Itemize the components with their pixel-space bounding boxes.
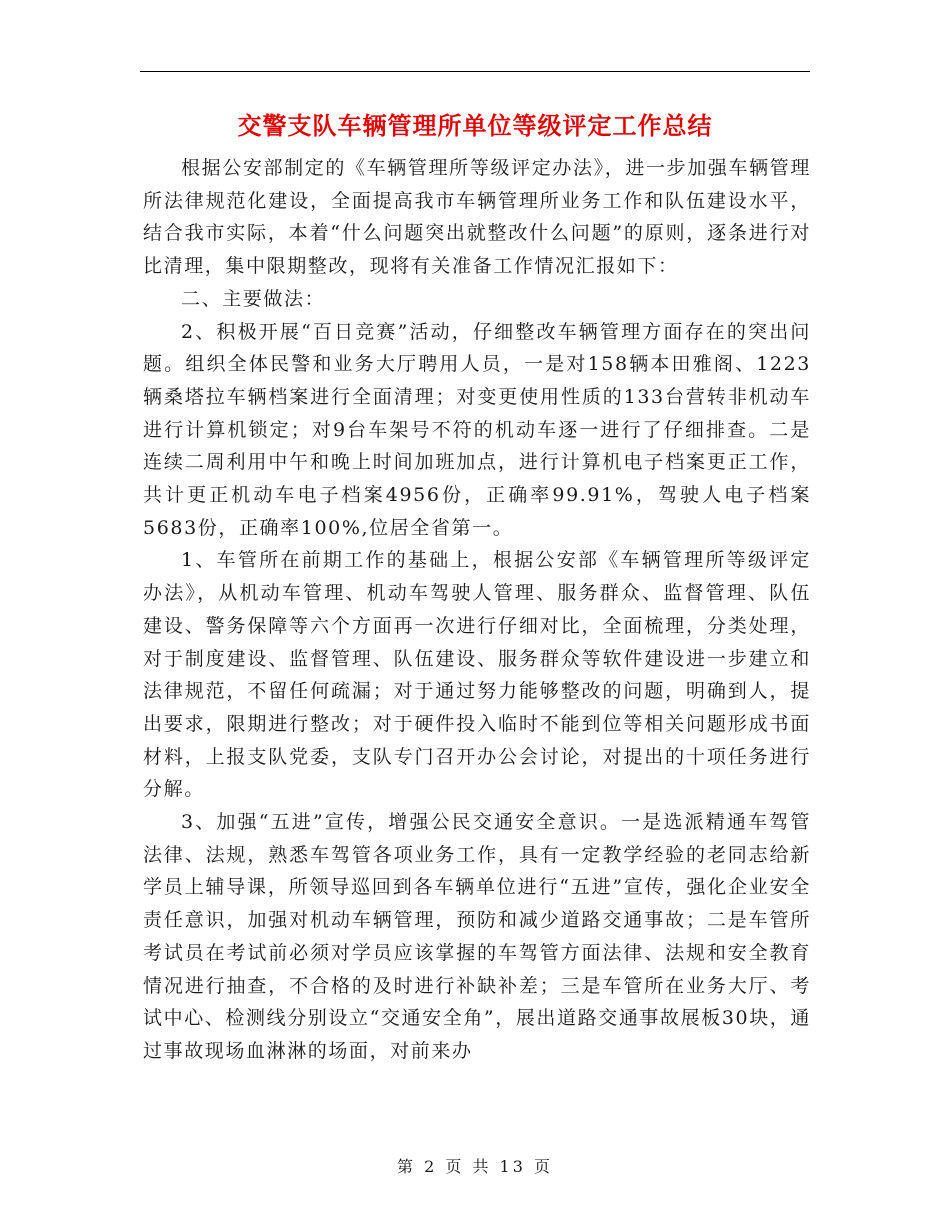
paragraph-intro: 根据公安部制定的《车辆管理所等级评定办法》，进一步加强车辆管理所法律规范化建设，全面提高我市车辆管理所业务工作和队伍建设水平，结合我市实际，本着“什么问题突出就整改什么问题”的原则，逐条进行对比清理，集中限期整改，现将有关准备工作情况汇报如下： [143, 157, 811, 278]
paragraph-item-3: 3、加强“五进”宣传，增强公民交通安全意识。一是选派精通车驾管法律、法规，熟悉车驾管各项业务工作，具有一定教学经验的老同志给新学员上辅导课，所领导巡回到各车辆单位进行“五进”宣传，强化企业安全责任意识，加强对机动车辆管理，预防和减少道路交通事故；二是车管所考试员在考试前必须对学员应该掌握的车驾管方面法律、法规和安全教育情况进行抽查，不合格的及时进行补缺补差；三是车管所在业务大厅、考试中心、检测线分别设立“交通安全角”，展出道路交通事故展板30块，通过事故现场血淋淋的场面，对前来办 [143, 811, 812, 1062]
paragraph-section-heading: 二、主要做法： [181, 287, 326, 310]
paragraph-item-1: 1、车管所在前期工作的基础上，根据公安部《车辆管理所等级评定办法》，从机动车管理、机动车驾驶人管理、服务群众、监督管理、队伍建设、警务保障等六个方面再一次进行仔细对比，全面梳理，分类处理，对于制度建设、监督管理、队伍建设、服务群众等软件建设进一步建立和法律规范，不留任何疏漏；对于通过努力能够整改的问题，明确到人，提出要求，限期进行整改；对于硬件投入临时不能到位等相关问题形成书面材料，上报支队党委，支队专门召开办公会讨论，对提出的十项任务进行分解。 [143, 549, 811, 801]
page-number: 第 2 页 共 13 页 [397, 1157, 553, 1176]
paragraph-item-2: 2、积极开展“百日竞赛”活动，仔细整改车辆管理方面存在的突出问题。组织全体民警和业务大厅聘用人员，一是对158辆本田雅阁、1223 辆桑塔拉车辆档案进行全面清理；对变更使用性质的133台营转非机动车进行计算机锁定；对9台车架号不符的机动车逐一进行了仔细排查。二是连续二周利用中午和晚上时间加班加点，进行计算机电子档案更正工作，共计更正机动车电子档案4956份，正确率99.91%，驾驶人电子档案5683份，正确率100%,位居全省第一。 [143, 320, 811, 539]
header-rule [140, 71, 810, 72]
document-body [143, 152, 811, 1068]
document-title: 交警支队车辆管理所单位等级评定工作总结 [237, 111, 713, 140]
